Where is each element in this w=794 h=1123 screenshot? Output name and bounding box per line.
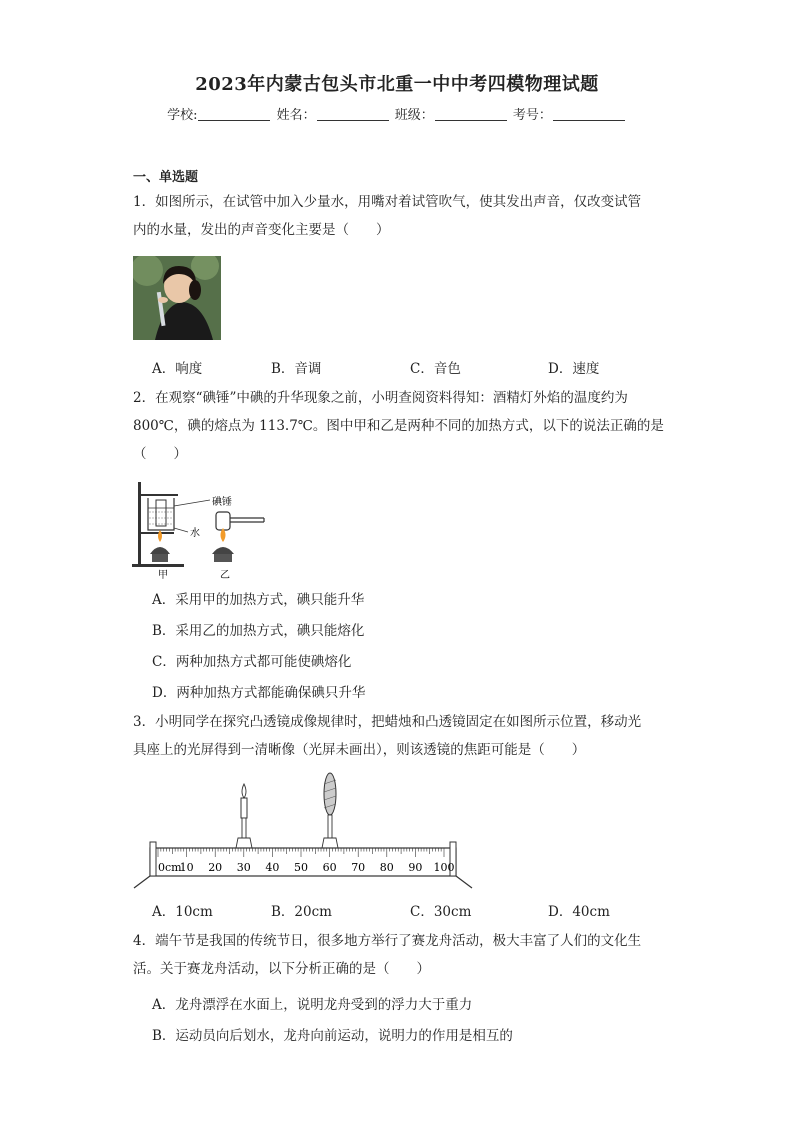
q4-option-a[interactable]: A．龙舟漂浮在水面上，说明龙舟受到的浮力大于重力 <box>152 997 473 1013</box>
q3-option-b[interactable]: B．20cm <box>271 904 332 920</box>
name-label: 姓名： <box>276 108 316 123</box>
q1-option-d[interactable]: D．速度 <box>548 361 600 377</box>
section-heading: 一、单选题 <box>133 170 199 185</box>
label-water: 水 <box>190 528 200 539</box>
class-blank <box>435 108 507 121</box>
school-blank <box>198 108 270 121</box>
question-1-line-2: 内的水量，发出的声音变化主要是（ ） <box>133 222 390 238</box>
candle-flame <box>242 784 246 798</box>
label-jia: 甲 <box>158 570 168 581</box>
convex-lens <box>324 773 336 815</box>
question-1-text <box>133 188 663 244</box>
ruler-label: 30 <box>236 861 251 874</box>
school-label: 学校: <box>167 108 198 123</box>
ruler-label: 50 <box>294 861 308 874</box>
ruler-label: 80 <box>379 861 394 874</box>
ruler-label: 90 <box>408 861 423 874</box>
question-2-figure <box>130 478 270 582</box>
ruler-label: 10 <box>179 861 194 874</box>
stand-base <box>132 564 184 567</box>
girl-blowing-tube-image <box>133 256 221 340</box>
q2-option-a[interactable]: A．采用甲的加热方式，碘只能升华 <box>152 592 365 608</box>
beaker <box>148 498 174 530</box>
question-3-line-1: 3．小明同学在探究凸透镜成像规律时，把蜡烛和凸透镜固定在如图所示位置，移动光 <box>133 714 642 730</box>
question-3-text <box>133 708 673 764</box>
question-1-options <box>152 357 712 379</box>
question-3-options <box>152 900 712 922</box>
question-1-line-1: 1．如图所示，在试管中加入少量水，用嘴对着试管吹气，使其发出声音，仅改变试管 <box>133 194 642 210</box>
question-4-text <box>133 927 673 983</box>
number-blank <box>553 108 625 121</box>
question-2-line-3: （ ） <box>133 446 187 462</box>
q2-option-c[interactable]: C．两种加热方式都可能使碘熔化 <box>152 654 352 670</box>
q1-option-c[interactable]: C．音色 <box>410 361 461 377</box>
class-label: 班级： <box>394 108 434 123</box>
ruler-label: 0cm <box>158 861 182 874</box>
number-label: 考号： <box>512 108 552 123</box>
question-3-line-2: 具座上的光屏得到一清晰像（光屏未画出），则该透镜的焦距可能是（ ） <box>133 742 586 758</box>
iodine-hammer-b <box>216 512 230 530</box>
ruler-label: 100 <box>433 861 455 874</box>
ruler-label: 40 <box>265 861 280 874</box>
question-2-line-1: 2．在观察“碘锤”中碘的升华现象之前，小明查阅资料得知：酒精灯外焰的温度约为 <box>133 390 628 406</box>
student-info-row <box>0 104 794 123</box>
iodine-hammer-a <box>156 500 166 526</box>
q3-option-a[interactable]: A．10cm <box>152 904 213 920</box>
q1-option-a[interactable]: A．响度 <box>152 361 203 377</box>
label-iodine: 碘锤 <box>212 497 232 508</box>
q3-option-d[interactable]: D．40cm <box>548 904 610 920</box>
question-1-photo <box>133 256 221 340</box>
page-title: 2023年内蒙古包头市北重一中中考四模物理试题 <box>195 74 599 95</box>
label-yi: 乙 <box>220 570 230 581</box>
q2-option-b[interactable]: B．采用乙的加热方式，碘只能熔化 <box>152 623 365 639</box>
q1-option-b[interactable]: B．音调 <box>271 361 322 377</box>
q3-option-c[interactable]: C．30cm <box>410 904 472 920</box>
question-4-line-1: 4．端午节是我国的传统节日，很多地方举行了赛龙舟活动，极大丰富了人们的文化生 <box>133 933 642 949</box>
name-blank <box>317 108 389 121</box>
optical-bench-figure <box>128 770 478 892</box>
ruler-label: 70 <box>351 861 366 874</box>
ruler-label: 20 <box>208 861 223 874</box>
q2-option-d[interactable]: D．两种加热方式都能确保碘只升华 <box>152 685 366 701</box>
question-2-text <box>133 384 673 468</box>
question-4-line-2: 活。关于赛龙舟活动，以下分析正确的是（ ） <box>133 961 430 977</box>
candle <box>241 798 247 818</box>
question-2-line-2: 800℃，碘的熔点为 113.7℃。图中甲和乙是两种不同的加热方式，以下的说法正确的是 <box>133 418 664 434</box>
ruler-label: 60 <box>322 861 337 874</box>
q4-option-b[interactable]: B．运动员向后划水，龙舟向前运动，说明力的作用是相互的 <box>152 1028 513 1044</box>
